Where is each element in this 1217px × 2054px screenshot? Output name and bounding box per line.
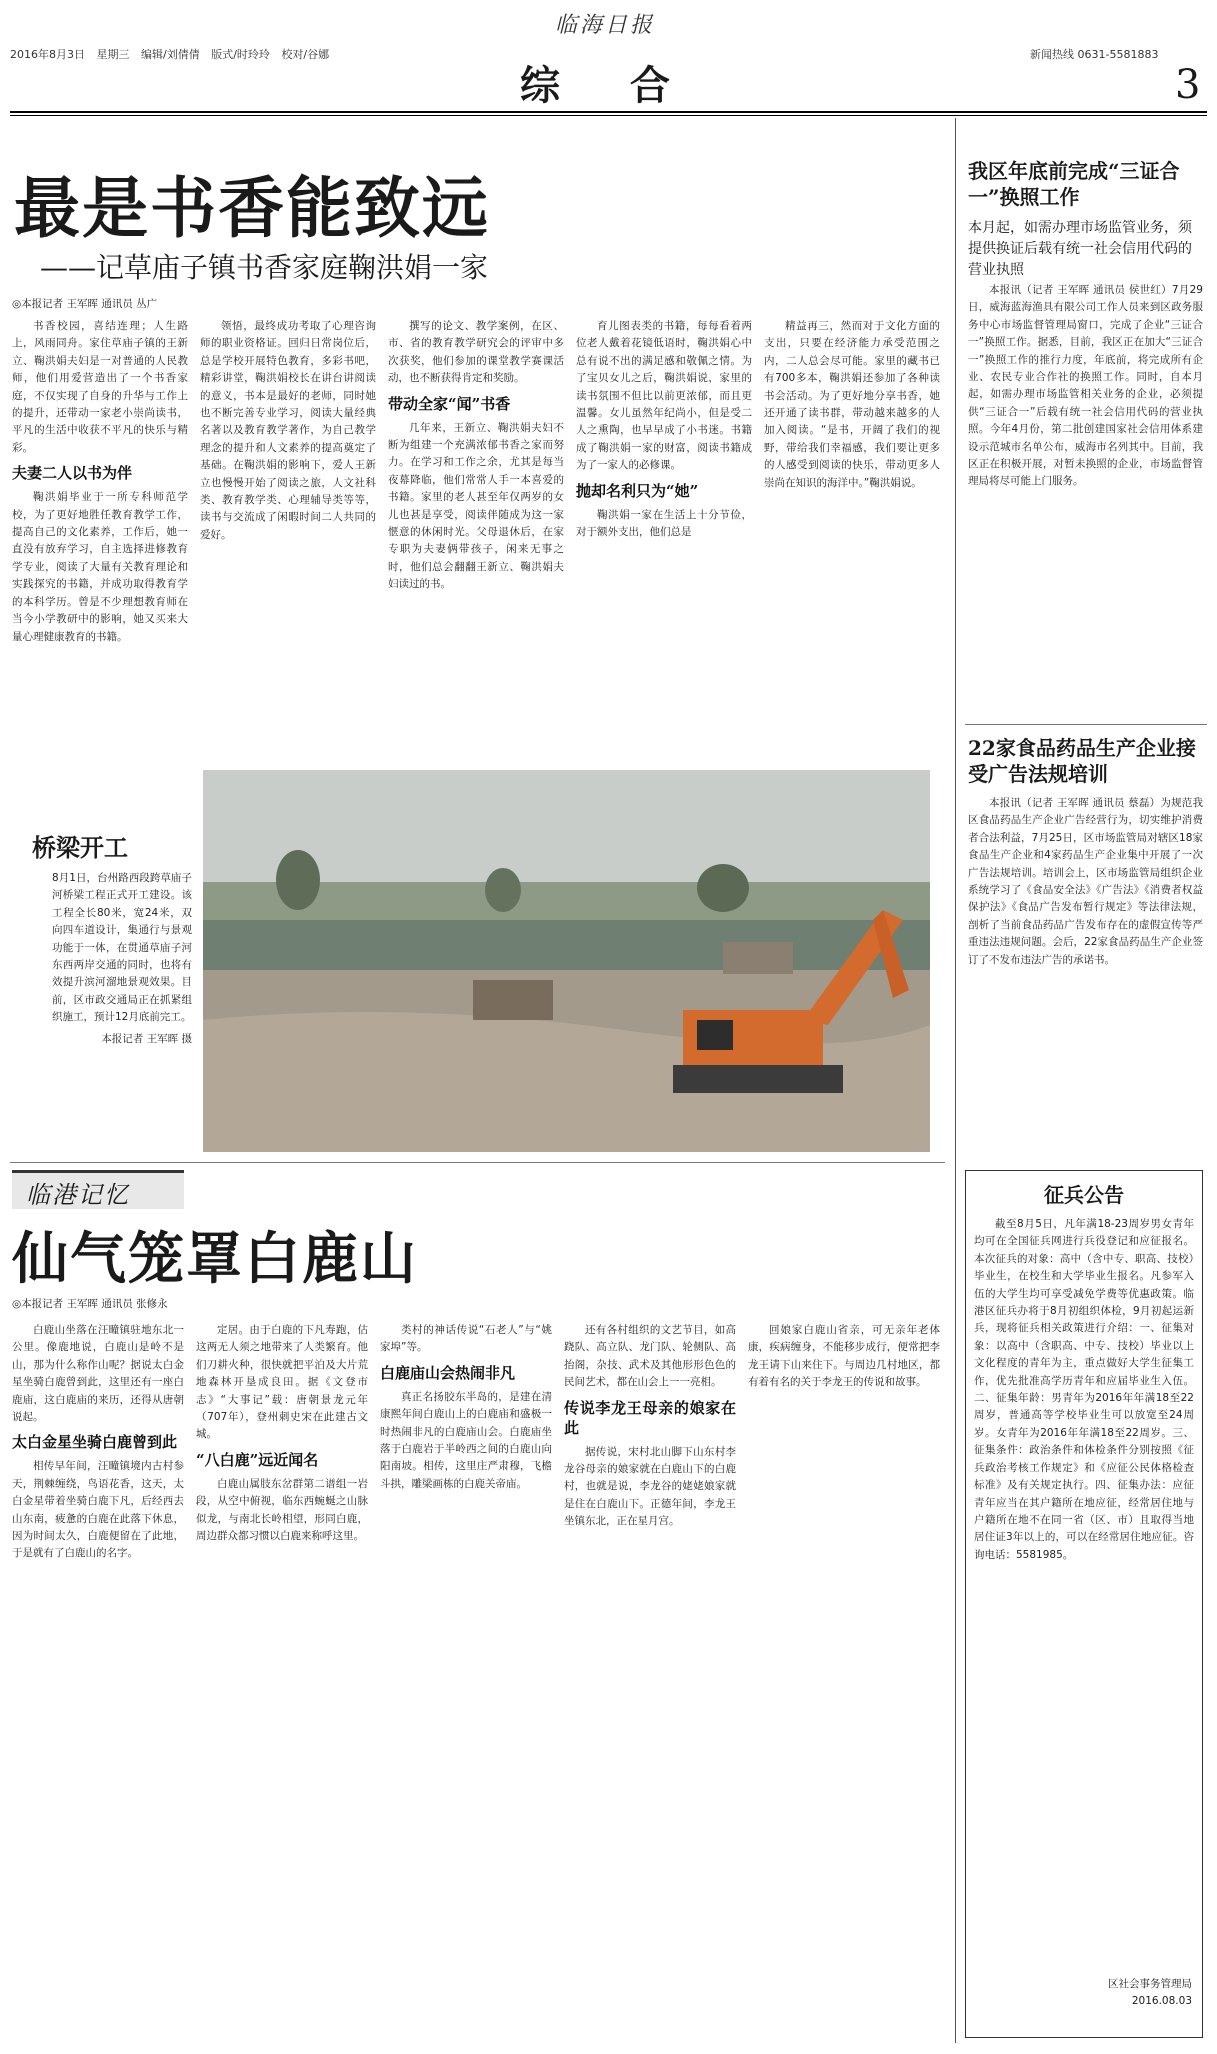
photo-credit: 本报记者 王军晖 摄	[101, 1032, 192, 1045]
weekday: 星期三	[96, 48, 130, 61]
feature-subhead: 白鹿庙山会热闹非凡	[380, 1363, 516, 1382]
lead-paragraph: 几年来，王新立、鞠洪娟夫妇不断为组建一个充满浓郁书香之家而努力。在学习和工作之余，尤其是每当夜幕降临，他们常常人手一本喜爱的书籍。家里的老人甚至年仅两岁的女儿也甚是享受，阅读伴随成为这一家惬意的休闲时光。父母退休后，在家专职为夫妻俩带孩子，闲来无事之时，他们总会翻翻王新立、鞠洪娟夫妇读过的书。	[388, 421, 564, 591]
layout-editor: 版式/时玲玲	[211, 48, 270, 61]
lead-paragraph: 书香校园，喜结连理；人生路上，风雨同舟。家住草庙子镇的王新立、鞠洪娟夫妇是一对普通的人民教师，他们用爱营造出了一个书香家庭，不仅实现了自身的升华与工作上的提升，还带动一家老小崇尚读书，平凡的生活中收获不平凡的快乐与精彩。	[12, 320, 188, 454]
lead-paragraph: 鞠洪娟一家在生活上十分节俭，对于额外支出，他们总是	[576, 508, 752, 539]
feature-paragraph: 白鹿山坐落在汪疃镇驻地东北一公里。像鹿地说，白鹿山是岭不是山，那为什么称作山呢？据说太白金星坐骑白鹿曾到此，这里还有一座白鹿庙，这白鹿庙的来历，还得从唐朝说起。	[12, 1324, 184, 1424]
right-mid-body	[968, 795, 1203, 1175]
lead-paragraph: 育儿图表类的书籍，每每看着两位老人戴着花镜低语时，鞠洪娟心中总有说不出的满足感和敬佩之情。为了宝贝女儿之后，鞠洪娟说，家里的读书氛围不但比以前更浓郁，而且更温馨。女儿虽然年纪尚小，但是受二人之熏陶，也早早成了小书迷。书籍成了鞠洪娟一家的财富，阅读书籍成为了一家人的必修课。	[576, 320, 752, 472]
construction-photo	[203, 770, 930, 1152]
feature-paragraph: 类村的神话传说“石老人”与“姚家埠”等。	[380, 1324, 552, 1354]
issue-date: 2016年8月3日	[10, 48, 85, 61]
feature-col-5	[748, 1322, 940, 2042]
construction-photo-art	[203, 770, 930, 1152]
right-top-body	[968, 282, 1203, 712]
right-mid-title: 22家食品药品生产企业接受广告法规培训	[968, 736, 1196, 786]
feature-col-4	[564, 1322, 736, 2042]
lead-title: 最是书香能致远	[14, 169, 490, 247]
lead-subhead: 夫妻二人以书为伴	[12, 464, 133, 483]
section-title: 综 合	[520, 62, 698, 109]
feature-subhead: 传说李龙王母亲的娘家在此	[564, 1398, 736, 1437]
right-divider	[965, 724, 1207, 725]
header-rule	[10, 111, 1207, 113]
feature-col-1	[12, 1322, 184, 2042]
feature-paragraph: 定居。由于白鹿的下凡寿跑，估这两无人须之地带来了人类繁育。他们刀耕火种，很快就把平泊及大片荒地森林开垦成良田。据《文登市志》“大事记”载：唐朝景龙元年（707年），登州刺史宋在此建古文城。	[196, 1324, 368, 1441]
news-hotline: 新闻热线 0631-5581883	[1030, 48, 1159, 61]
feature-paragraph: 还有各村组织的文艺节目，如高跷队、高立队、龙门队、轮侧队、高抬阁，杂技、武术及其他形形色色的民间艺术，都在山会上一一亮相。	[564, 1324, 736, 1389]
masthead: 临海日报	[555, 13, 656, 38]
feature-col-2	[196, 1322, 368, 2042]
recruit-body	[966, 1208, 1202, 1976]
lead-paragraph: 领悟，最终成功考取了心理咨询师的职业资格证。回归日常岗位后，总是学校开展特色教育，多彩书吧，精彩讲堂，鞠洪娟校长在讲台讲阅读的意义，书本是最好的老师，同时她也不断完善专业学习，阅读大量经典名著以及教育教学著作，为自己教学理念的提升和人文素养的提高奠定了基础。在鞠洪娟的影响下，爱人王新立也慢慢开始了阅读之旅，人文社科类、教育教学类、心理辅导类等等，读书与交流成了闲暇时间二人共同的爱好。	[200, 320, 376, 541]
right-mid-paragraph: 本报讯（记者 王军晖 通讯员 蔡磊）为规范我区食品药品生产企业广告经营行为，切实维护消费者合法利益，7月25日，区市场监管局对辖区18家食品生产企业和4家药品生产企业集中开展了一次广告法规培训。培训会上，区市场监管局组织企业系统学习了《食品安全法》《广告法》《消费者权益保护法》《食品广告发布暂行规定》等法律法规，剖析了当前食品药品广告发布存在的虚假宣传等严重违法违规问题。会后，22家食品药品生产企业签订了不发布违法广告的承诺书。	[968, 797, 1203, 966]
column-separator	[955, 118, 956, 2043]
feature-paragraph: 相传早年间，汪疃镇境内古村参天，荆棘缠绕，鸟语花香，这天，太白金星带着坐骑白鹿下凡，后经西去山东南，疲惫的白鹿在此落下休息，因为时间太久，白鹿便留在了此地，于是就有了白鹿山的名字。	[12, 1460, 184, 1560]
feature-top-rule	[10, 1162, 945, 1163]
lead-paragraph: 撰写的论文、教学案例，在区、市、省的教育教学研究会的评审中多次获奖，他们参加的课堂教学赛课活动，也不断获得肯定和奖励。	[388, 320, 564, 385]
lead-paragraph: 鞠洪娟毕业于一所专科师范学校，为了更好地胜任教育教学工作，提高自己的文化素养，工作后，她一直没有放弃学习，自主选择进修教育学专业，阅读了大量有关教育理论和实践探究的书籍，并成功取得教育学的本科学历。曾是不少理想教育师在当今小学教研中的影响，她又买来大量心理健康教育的书籍。	[12, 491, 188, 643]
editor: 编辑/刘倩倩	[141, 48, 200, 61]
feature-subhead: “八白鹿”远近闻名	[196, 1450, 319, 1469]
photo-caption-text: 8月1日，台州路西段跨草庙子河桥梁工程正式开工建设。该工程全长80米，宽24米，双向四车道设计，集通行与景观功能于一体，在贯通草庙子河东西两岸交通的同时，也将有效提升滨河溜地景观效果。目前，区市政交通局正在抓紧组织施工，预计12月底前完工。	[52, 872, 192, 1024]
right-top-intro: 本月起，如需办理市场监管业务，须提供换证后载有统一社会信用代码的营业执照	[968, 220, 1192, 278]
page-number: 3	[1175, 62, 1201, 108]
lead-subtitle: ——记草庙子镇书香家庭鞠洪娟一家	[40, 251, 489, 284]
feature-byline: ◎本报记者 王军晖 通讯员 张修永	[12, 1298, 168, 1310]
feature-column-label-text: 临港记忆	[26, 1181, 130, 1209]
lead-subhead: 抛却名利只为“她”	[576, 481, 699, 500]
recruit-signature: 区社会事务管理局	[1108, 1978, 1192, 1990]
lead-col-3	[388, 318, 564, 728]
feature-col-3	[380, 1322, 552, 2042]
feature-subhead: 太白金星坐骑白鹿曾到此	[12, 1433, 178, 1452]
recruit-title: 征兵公告	[1044, 1183, 1124, 1207]
right-top-paragraph: 本报讯（记者 王军晖 通讯员 侯世红）7月29日，威海蓝海渔具有限公司工作人员来到区政务服务中心市场监督管理局窗口，完成了企业“三证合一”换照工作。据悉，目前，我区正在加大“三证合一”换照工作的推行力度，年底前，将完成所有企业、农民专业合作社的换照工作。同时，自本月起，如需办理市场监管相关业务的企业，必须提供“三证合一”后载有统一社会信用代码的营业执照。今年4月份，第二批创建国家社会信用体系建设示范城市名单公布，威海市名列其中。目前，我区正在积极开展，对暂未换照的企业，市场监督管理局将尽可能上门服务。	[968, 284, 1203, 488]
proofreader: 校对/谷娜	[281, 48, 330, 61]
recruit-paragraph: 截至8月5日，凡年满18-23周岁男女青年均可在全国征兵网进行兵役登记和应征报名。本次征兵的对象：高中（含中专、职高、技校）毕业生，在校生和大学毕业生报名。凡参军入伍的大学生均可享受减免学费等优惠政策。临港区征兵办将于8月初组织体检，9月初起运新兵，现将征兵相关政策进行介绍：一、征集对象：以高中（含职高、中专、技校）毕业以上文化程度的青年为主，重点做好大学生征集工作，优先批准高学历青年和应届毕业生入伍。二、征集年龄：男青年为2016年年满18至22周岁，普通高等学校毕业生可以放宽至24周岁。女青年为2016年年满18至22周岁。三、征集条件：政治条件和体检条件分别按照《征兵政治考核工作规定》和《应征公民体格检查标准》及有关规定执行。四、征集办法：应征青年应当在其户籍所在地应征，经常居住地与户籍所在地不在同一省（区、市）且取得当地居住证3年以上的，可以在经常居住地应征。咨询电话：5581985。	[974, 1218, 1194, 1561]
feature-column-label	[12, 1170, 184, 1209]
feature-title: 仙气笼罩白鹿山	[12, 1226, 418, 1292]
lead-col-4	[576, 318, 752, 728]
feature-paragraph: 回娘家白鹿山省亲，可无亲年老体康，疾病缠身，不能移步成行，便常把李龙王请下山来住下。与周边几村地区，都有着有名的关于李龙王的传说和故事。	[748, 1324, 940, 1389]
recruit-box	[965, 1170, 1203, 2038]
lead-col-5	[764, 318, 940, 728]
right-top-title: 我区年底前完成“三证合一”换照工作	[968, 159, 1180, 209]
feature-paragraph: 真正名扬胶东半岛的，是建在清康熙年间白鹿山上的白鹿庙和盛极一时热闹非凡的白鹿庙山会。白鹿庙坐落于白鹿岩于半岭西之间的白鹿山向阳南坡。相传，这里庄严肃穆，飞檐斗拱，雕梁画栋的白鹿关帝庙。	[380, 1390, 552, 1490]
photo-caption	[52, 870, 192, 1100]
feature-paragraph: 白鹿山属肢东岔群第二谱组一岩段，从空中俯视，临东西蜿蜒之山脉似龙，与南北长岭相望，形同白鹿，周边群众都习惯以白鹿来称呼这里。	[196, 1477, 368, 1543]
header-rule-thin	[10, 115, 1207, 116]
recruit-date: 2016.08.03	[1131, 1995, 1192, 2007]
lead-col-1	[12, 318, 188, 728]
lead-subhead: 带动全家“闻”书香	[388, 394, 511, 413]
lead-byline: ◎本报记者 王军晖 通讯员 丛广	[12, 298, 158, 310]
lead-paragraph: 精益再三，然而对于文化方面的支出，只要在经济能力承受范围之内，二人总会尽可能。家里的藏书已有700多本，鞠洪娟还参加了各种读书会活动。为了更好地分享书香，她还开通了读书群，带动越来越多的人加入阅读。“是书，开阔了我们的视野，带给我们幸福感，我们要让更多的人感受到阅读的快乐，带动更多人崇尚在知识的海洋中。”鞠洪娟说。	[764, 320, 940, 489]
photo-title: 桥梁开工	[32, 833, 128, 862]
header-meta	[10, 46, 329, 62]
lead-col-2	[200, 318, 376, 728]
feature-paragraph: 据传说，宋村北山脚下山东村李龙谷母亲的娘家就在白鹿山下的白鹿村，也就是说，李龙谷的姥姥娘家就是住在白鹿山下。正德年间，李龙王坐镇东北，正在星月宫。	[564, 1445, 736, 1528]
